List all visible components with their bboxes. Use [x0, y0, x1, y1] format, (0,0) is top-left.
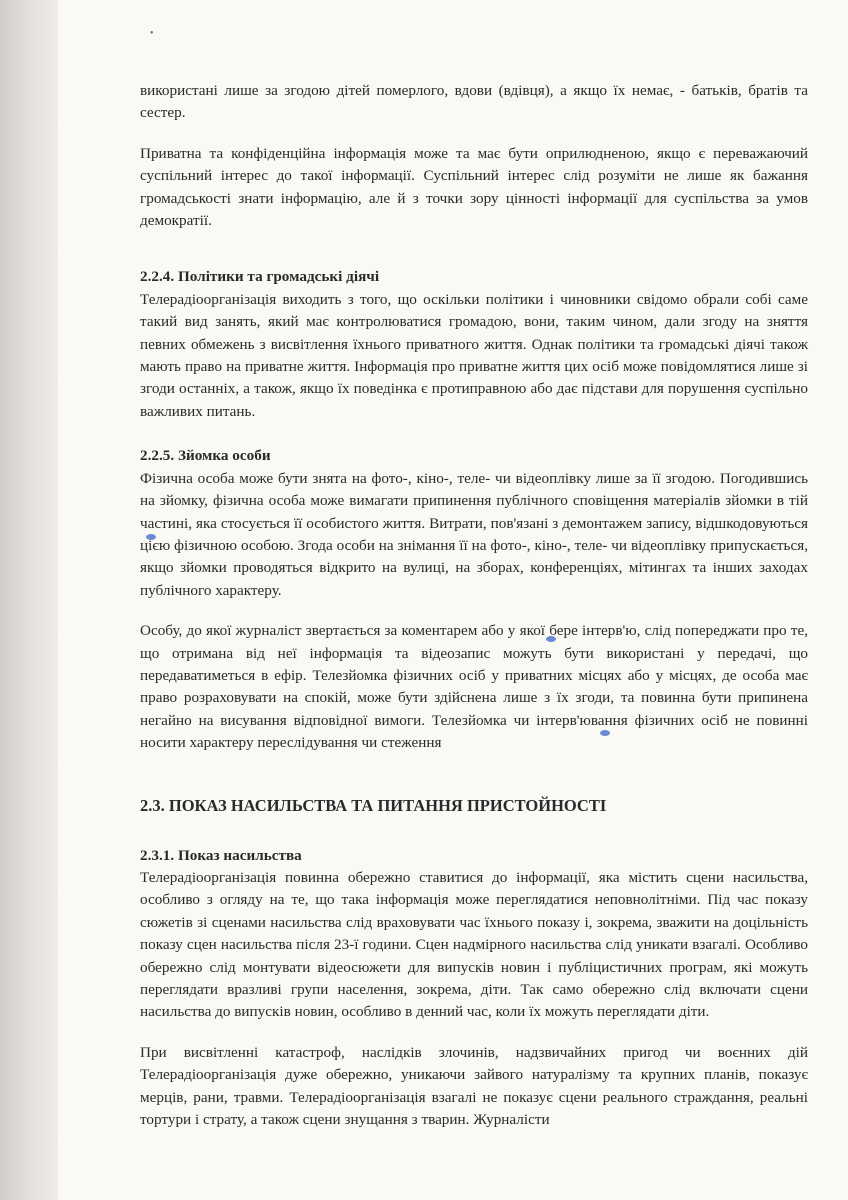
section-heading-2-2-4: 2.2.4. Політики та громадські діячі: [140, 268, 380, 286]
scan-margin: [0, 0, 58, 1200]
section-heading-2-3-1: 2.3.1. Показ насильства: [140, 846, 302, 864]
paragraph: Телерадіоорганізація повинна обережно ставитися до інформації, яка містить сцени насильства, особливо з огляду на те, що така інформація може переглядатися неповнолітніми. Під час показу сюжетів зі сценами насильства слід враховувати час їхнього показу і, зокрема, зважити на доцільність показу сцен насильства після 23-ї години. Сцен надмірного насильства слід уникати взагалі. Особливо обережно слід монтувати відеосюжети для випусків новин і публіцистичних програм, які можуть переглядати вразливі групи населення, зокрема, діти. Так само обережно слід включати сцени насильства до випусків новин, особливо в денний час, коли їх можуть переглядати діти.: [140, 868, 808, 1021]
paragraph: Особу, до якої журналіст звертається за коментарем або у якої бере інтерв'ю, слід попереджати про те, що отримана від неї інформація та відеозапис можуть бути використані у передачі, що передаватиметься в ефір. Телезйомка фізичних осіб у приватних місцях або у місцях, де особа має право розраховувати на спокій, може бути здійснена лише з їх згоди, та повинна бути припинена негайно на висування відповідної вимоги. Телезйомка чи інтерв'ювання фізичних осіб не повинні носити характеру переслідування чи стеження: [140, 622, 808, 752]
section-heading-2-2-5: 2.2.5. Зйомка особи: [140, 447, 271, 465]
paragraph: При висвітленні катастроф, наслідків злочинів, надзвичайних пригод чи воєнних дій Телерадіоорганізація дуже обережно, уникаючи зайвого натуралізму та крупних планів, показує мерців, рани, травми. Телерадіоорганізація взагалі не показує сцени реального страждання, реальні тортури і страту, а також сцени знущання з тварин. Журналісти: [140, 1043, 808, 1129]
paragraph: Фізична особа може бути знята на фото-, кіно-, теле- чи відеоплівку лише за її згодою. Погодившись на зйомку, фізична особа може вимагати припинення публічного сповіщення матеріалів зйомки в тій частині, яка стосується її особистого життя. Витрати, пов'язані з демонтажем запису, відшкодовуються цією фізичною особою. Згода особи на знімання її на фото-, кіно-, теле- чи відеоплівку припускається, якщо зйомки проводяться відкрито на вулиці, на зборах, конференціях, мітингах та інших заходах публічного характеру.: [140, 469, 808, 599]
document-body: [140, 80, 808, 1149]
section-heading-2-3: 2.3. ПОКАЗ НАСИЛЬСТВА ТА ПИТАННЯ ПРИСТОЙНОСТІ: [140, 795, 607, 815]
scan-speck: •: [150, 28, 154, 39]
paragraph: Телерадіоорганізація виходить з того, що оскільки політики і чиновники свідомо обрали собі саме такий вид занять, який має контролюватися громадою, вони, таким чином, дали згоду на зняття певних обмежень з висвітлення їхнього приватного життя. Однак політики та громадські діячі також мають право на приватне життя. Інформація про приватне життя цих осіб може повідомлятися лише зі згоди останніх, а також, якщо їх поведінка є протиправною або дає підстави для порушення суспільно важливих питань.: [140, 290, 808, 420]
paragraph: Приватна та конфіденційна інформація може та має бути оприлюдненою, якщо є переважаючий суспільний інтерес до такої інформації. Суспільний інтерес слід розуміти не лише як бажання громадськості знати інформацію, але й з точки зору цінності інформації для суспільства за умов демократії.: [140, 144, 808, 230]
paragraph: використані лише за згодою дітей померлого, вдови (вдівця), а якщо їх немає, - батьків, братів та сестер.: [140, 82, 808, 122]
